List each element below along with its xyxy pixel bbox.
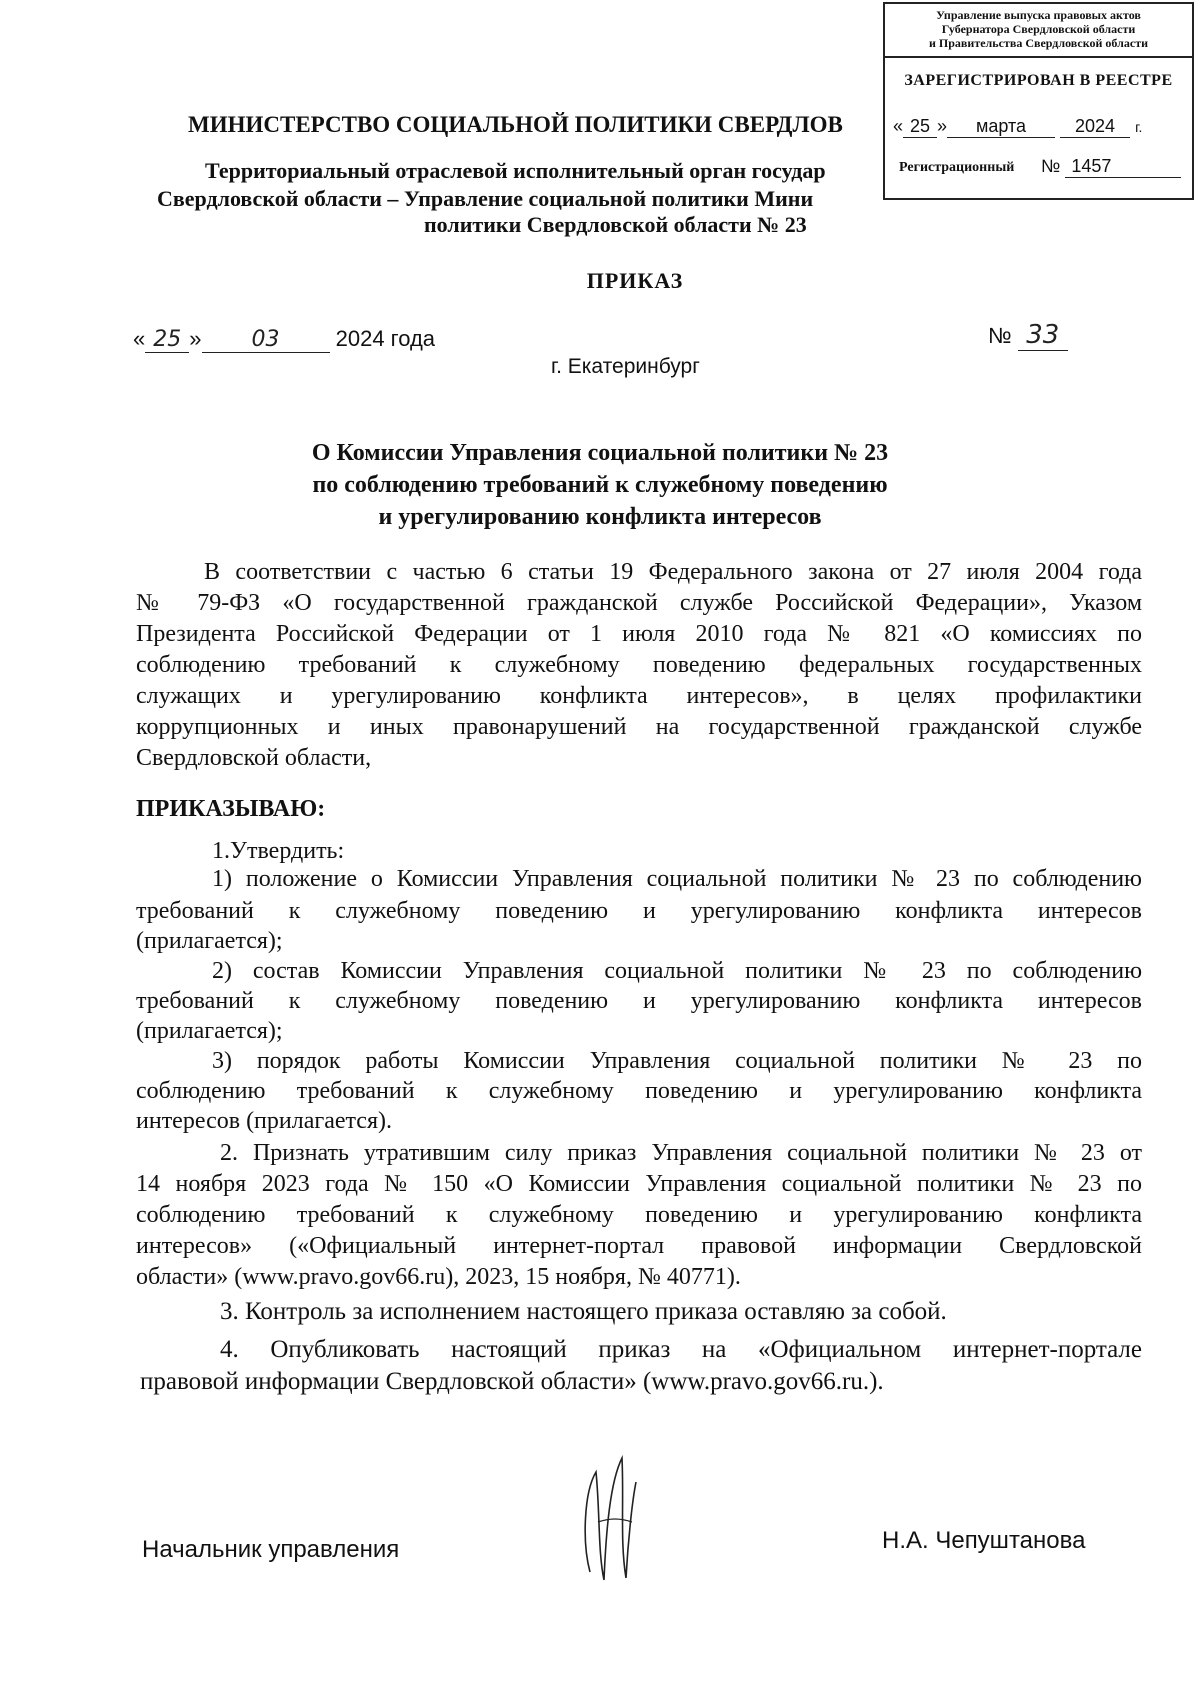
doc-type-heading: ПРИКАЗ xyxy=(586,268,684,293)
preamble-line: соблюдению требований к служебному поведению федеральных государственных xyxy=(136,652,1142,678)
stamp-org-line-2: Губернатора Свердловской области xyxy=(941,22,1136,36)
sub-item-1-line: требований к служебному поведению и урегулированию конфликта интересов xyxy=(136,898,1142,924)
item-2-line: 14 ноября 2023 года № 150 «О Комиссии Управления социальной политики № 23 по xyxy=(136,1171,1142,1197)
stamp-org-line-1: Управление выпуска правовых актов xyxy=(936,8,1141,22)
stamp-reg-number-wrap xyxy=(1041,156,1181,178)
item-3: 3. Контроль за исполнением настоящего приказа оставляю за собой. xyxy=(220,1298,947,1325)
order-title-line-2: по соблюдению требований к служебному поведению xyxy=(312,472,888,498)
order-word: ПРИКАЗЫВАЮ: xyxy=(136,796,326,822)
org-name-line-3: политики Свердловской области № 23 xyxy=(424,212,807,237)
item-2-line: 2. Признать утратившим силу приказ Управления социальной политики № 23 от xyxy=(220,1140,1142,1166)
stamp-quote-close: » xyxy=(937,116,948,136)
stamp-reg-label: Регистрационный xyxy=(899,160,1015,175)
stamp-year-suffix: г. xyxy=(1135,119,1143,135)
stamp-day: 25 xyxy=(903,116,937,138)
order-year: 2024 года xyxy=(335,326,436,351)
sub-item-2-line: 2) состав Комиссии Управления социальной политики № 23 по соблюдению xyxy=(212,958,1142,984)
handwritten-signature xyxy=(580,1452,640,1584)
stamp-date xyxy=(893,116,1142,138)
sub-item-3-line: 3) порядок работы Комиссии Управления социальной политики № 23 по xyxy=(212,1048,1142,1074)
preamble-line: № 79-ФЗ «О государственной гражданской службе Российской Федерации», Указом xyxy=(136,590,1142,616)
order-city: г. Екатеринбург xyxy=(551,355,700,378)
date-quote-open: « xyxy=(133,326,146,351)
order-day: 25 xyxy=(145,327,189,353)
order-title-line-3: и урегулированию конфликта интересов xyxy=(378,504,822,530)
sub-item-2-line: требований к служебному поведению и урегулированию конфликта интересов xyxy=(136,988,1142,1014)
preamble-line: Свердловской области, xyxy=(136,745,372,771)
order-title-line-1: О Комиссии Управления социальной политики № 23 xyxy=(311,440,889,466)
stamp-no-sign: № xyxy=(1041,156,1061,176)
stamp-registered-label: ЗАРЕГИСТРИРОВАН В РЕЕСТРЕ xyxy=(904,72,1173,89)
item-2-line: интересов» («Официальный интернет-портал правовой информации Свердловской xyxy=(136,1233,1142,1259)
order-number-wrap xyxy=(988,320,1068,351)
order-month: 03 xyxy=(202,327,330,353)
sub-item-3-line: соблюдению требований к служебному поведению и урегулированию конфликта xyxy=(136,1078,1142,1104)
preamble-line: Президента Российской Федерации от 1 июля 2010 года № 821 «О комиссиях по xyxy=(136,621,1142,647)
signatory-position: Начальник управления xyxy=(142,1536,400,1563)
sub-item-3-line: интересов (прилагается). xyxy=(136,1108,392,1134)
preamble-line: служащих и урегулированию конфликта интересов», в целях профилактики xyxy=(136,683,1142,709)
item-2-line: соблюдению требований к служебному поведению и урегулированию конфликта xyxy=(136,1202,1142,1228)
order-date xyxy=(133,326,435,353)
stamp-month: марта xyxy=(947,116,1055,138)
sub-item-1-line: 1) положение о Комиссии Управления социальной политики № 23 по соблюдению xyxy=(212,866,1142,892)
org-name-line-2: Свердловской области – Управление социальной политики Мини xyxy=(157,186,814,211)
stamp-year: 2024 xyxy=(1060,116,1130,138)
stamp-divider xyxy=(885,56,1192,58)
order-no-sign: № xyxy=(988,323,1012,348)
stamp-org-line-3: и Правительства Свердловской области xyxy=(929,36,1148,50)
preamble-line: В соответствии с частью 6 статьи 19 Федерального закона от 27 июля 2004 года xyxy=(204,559,1142,585)
org-name-line-1: Территориальный отраслевой исполнительный орган государ xyxy=(205,158,826,183)
date-quote-close: » xyxy=(189,326,202,351)
ministry-title: МИНИСТЕРСТВО СОЦИАЛЬНОЙ ПОЛИТИКИ СВЕРДЛОВ xyxy=(188,112,843,137)
signatory-name: Н.А. Чепуштанова xyxy=(882,1527,1086,1554)
order-number: 33 xyxy=(1018,320,1068,351)
item-1: 1.Утвердить: xyxy=(212,838,345,864)
sub-item-2-line: (прилагается); xyxy=(136,1018,283,1044)
item-2-line: области» (www.pravo.gov66.ru), 2023, 15 ноября, № 40771). xyxy=(136,1264,741,1290)
item-4-line: 4. Опубликовать настоящий приказ на «Официальном интернет-портале xyxy=(220,1336,1142,1363)
sub-item-1-line: (прилагается); xyxy=(136,928,283,954)
registration-stamp xyxy=(883,2,1194,200)
item-4-line: правовой информации Свердловской области» (www.pravo.gov66.ru.). xyxy=(140,1368,884,1395)
stamp-quote-open: « xyxy=(893,116,904,136)
preamble-line: коррупционных и иных правонарушений на государственной гражданской службе xyxy=(136,714,1142,740)
stamp-reg-number: 1457 xyxy=(1065,156,1181,178)
